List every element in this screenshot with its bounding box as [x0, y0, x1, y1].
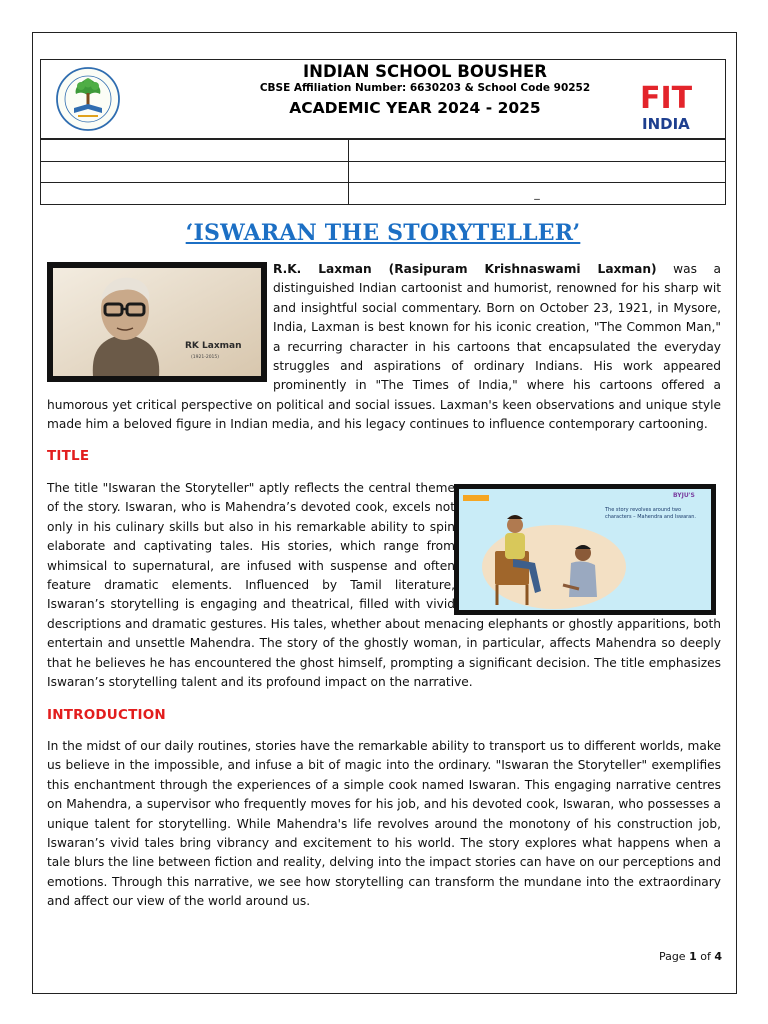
- page-total: 4: [714, 950, 722, 963]
- affiliation-line: CBSE Affiliation Number: 6630203 & School Code 90252: [259, 82, 591, 94]
- title-section-text: The title "Iswaran the Storyteller" aptly reflects the central theme of the story. Iswaran, who is Mahendra’s devoted cook, excels not only in his culinary skills but also in his remarkable ability to spin elaborate and captivating tales. His stories, which range from whimsical to supernatural, are infused with suspense and often feature dramatic elements. Influenced by Tamil literature, Iswaran’s storytelling is engaging and theatrical, filled with vivid descriptions and dramatic gestures. His tales, whether about menacing elephants or ghostly apparitions, both entertain and unsettle Mahendra. The story of the ghostly woman, in particular, affects Mahendra so deeply that he believes he has encountered the ghost himself, prompting a significant decision. The title emphasizes Iswaran’s storytelling talent and its profound impact on the narrative.: [47, 481, 721, 690]
- svg-text:(1921-2015): (1921-2015): [191, 355, 220, 360]
- svg-text:RK Laxman: RK Laxman: [185, 341, 242, 351]
- svg-text:FIT: FIT: [640, 81, 693, 116]
- table-row: [41, 183, 726, 205]
- table-cell[interactable]: [41, 140, 349, 162]
- image-spacer: [455, 479, 721, 613]
- page-of-label: of: [700, 950, 711, 963]
- svg-text:characters – Mahendra and Iswa: characters – Mahendra and Iswaran.: [605, 514, 697, 520]
- academic-year: ACADEMIC YEAR 2024 - 2025: [289, 99, 541, 117]
- title-section-body: [47, 479, 721, 692]
- svg-text:The story revolves around two: The story revolves around two: [605, 507, 682, 513]
- school-crest-logo: [50, 66, 126, 132]
- fit-india-logo: [636, 80, 710, 132]
- student-info-table: [40, 139, 726, 205]
- page-label: Page: [658, 950, 686, 963]
- author-bio-paragraph: [47, 260, 721, 435]
- table-cell[interactable]: _: [349, 183, 726, 205]
- svg-text:BYJU'S: BYJU'S: [673, 492, 695, 499]
- table-cell[interactable]: [41, 183, 349, 205]
- page-number: [600, 950, 722, 963]
- author-name: R.K. Laxman (Rasipuram Krishnaswami Laxman): [273, 262, 657, 276]
- page-current: 1: [689, 950, 697, 963]
- title-section-heading: TITLE: [47, 448, 90, 464]
- introduction-body: In the midst of our daily routines, stories have the remarkable ability to transport us to different worlds, make us believe in the impossible, and infuse a bit of magic into the ordinary. "Iswaran the Storyteller" exemplifies this enchantment through the experiences of a simple cook named Iswaran. This engaging narrative centres on Mahendra, a supervisor who frequently moves for his job, and his devoted cook, Iswaran, who possesses a unique talent for storytelling. While Mahendra's life revolves around the monotony of his construction job, Iswaran’s vivid tales bring vibrancy and excitement to his world. The story explores what happens when a tale blurs the line between fiction and reality, delving into the impact stories can have on our perceptions and emotions. Through this narrative, we see how storytelling can transform the mundane into the extraordinary and affect our view of the world around us.: [47, 739, 721, 909]
- table-cell[interactable]: [41, 161, 349, 183]
- author-bio-text: was a distinguished Indian cartoonist and humorist, renowned for his sharp wit and insightful social commentary. Born on October 23, 1921, in Mysore, India, Laxman is best known for his iconic creation, "The Common Man," a recurring character in his cartoons that encapsulated the everyday struggles and aspirations of ordinary Indians. His work appeared prominently in "The Times of India," where his cartoons offered a humorous yet critical perspective on political and social issues. Laxman's keen observations and unique style made him a beloved figure in Indian media, and his legacy continues to influence contemporary cartooning.: [47, 262, 721, 432]
- photo-spacer: [47, 260, 273, 384]
- table-cell[interactable]: [349, 140, 726, 162]
- table-row: [41, 161, 726, 183]
- table-row: [41, 140, 726, 162]
- table-cell[interactable]: [349, 161, 726, 183]
- svg-text:INDIA: INDIA: [642, 115, 690, 132]
- introduction-heading: INTRODUCTION: [47, 707, 166, 723]
- school-name: INDIAN SCHOOL BOUSHER: [303, 62, 547, 81]
- document-title: ‘ISWARAN THE STORYTELLER’: [185, 220, 581, 246]
